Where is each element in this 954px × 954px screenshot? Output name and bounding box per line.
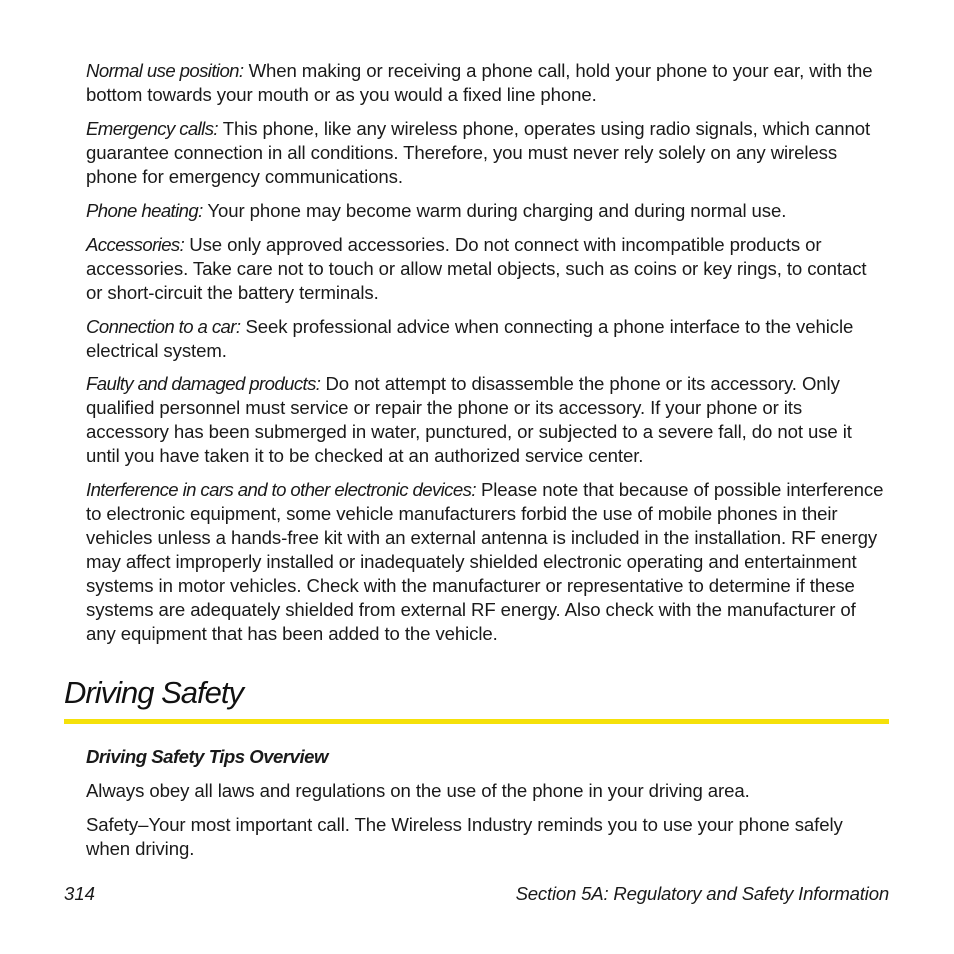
term-label: Connection to a car: [86,316,241,337]
paragraph-phone-heating [86,199,886,223]
paragraph-car-connection [86,315,886,363]
paragraph-text: Your phone may become warm during charging and during normal use. [202,200,787,221]
paragraph-text: This phone, like any wireless phone, operates using radio signals, which cannot guarantee connection in all conditions. Therefore, you must never rely solely on any wireless phone for emergency communications. [86,118,871,187]
paragraph-text: Use only approved accessories. Do not connect with incompatible products or accessories. Take care not to touch or allow metal objects, such as coins or key rings, to contact or short-circuit the battery terminals. [86,234,867,303]
footer-section-title: Section 5A: Regulatory and Safety Information [515,883,889,904]
term-label: Emergency calls: [86,118,218,139]
body-paragraph: Always obey all laws and regulations on the use of the phone in your driving area. [86,780,750,801]
paragraph-emergency-calls [86,117,886,189]
term-label: Accessories: [86,234,185,255]
heading-rule [64,719,889,724]
paragraph-faulty-products [86,372,886,468]
paragraph-normal-use [86,59,886,107]
term-label: Phone heating: [86,200,203,221]
paragraph-text: Seek professional advice when connecting a phone interface to the vehicle electrical system. [86,316,854,361]
paragraph-text: Do not attempt to disassemble the phone or its accessory. Only qualified personnel must service or repair the phone or its accessory. If your phone or its accessory has been submerged in water, punctured, or subjected to a severe fall, do not use it until you have taken it to be checked at an authorized service center. [86,373,852,466]
paragraph-interference [86,478,886,646]
subheading: Driving Safety Tips Overview [86,746,328,767]
paragraph-accessories [86,233,886,305]
paragraph-text: When making or receiving a phone call, hold your phone to your ear, with the bottom towards your mouth or as you would a fixed line phone. [86,60,873,105]
paragraph-text: Please note that because of possible interference to electronic equipment, some vehicle manufacturers forbid the use of mobile phones in their vehicles unless a hands-free kit with an external antenna is included in the installation. RF energy may affect improperly installed or inadequately shielded electronic operating and entertainment systems in motor vehicles. Check with the manufacturer or representative to determine if these systems are adequately shielded from external RF energy. Also check with the manufacturer of any equipment that has been added to the vehicle. [86,479,884,644]
page-number: 314 [64,883,96,904]
body-paragraph: Safety–Your most important call. The Wireless Industry reminds you to use your phone safely when driving. [86,814,843,859]
term-label: Faulty and damaged products: [86,373,321,394]
section-heading: Driving Safety [64,675,243,710]
term-label: Normal use position: [86,60,244,81]
term-label: Interference in cars and to other electronic devices: [86,479,476,500]
